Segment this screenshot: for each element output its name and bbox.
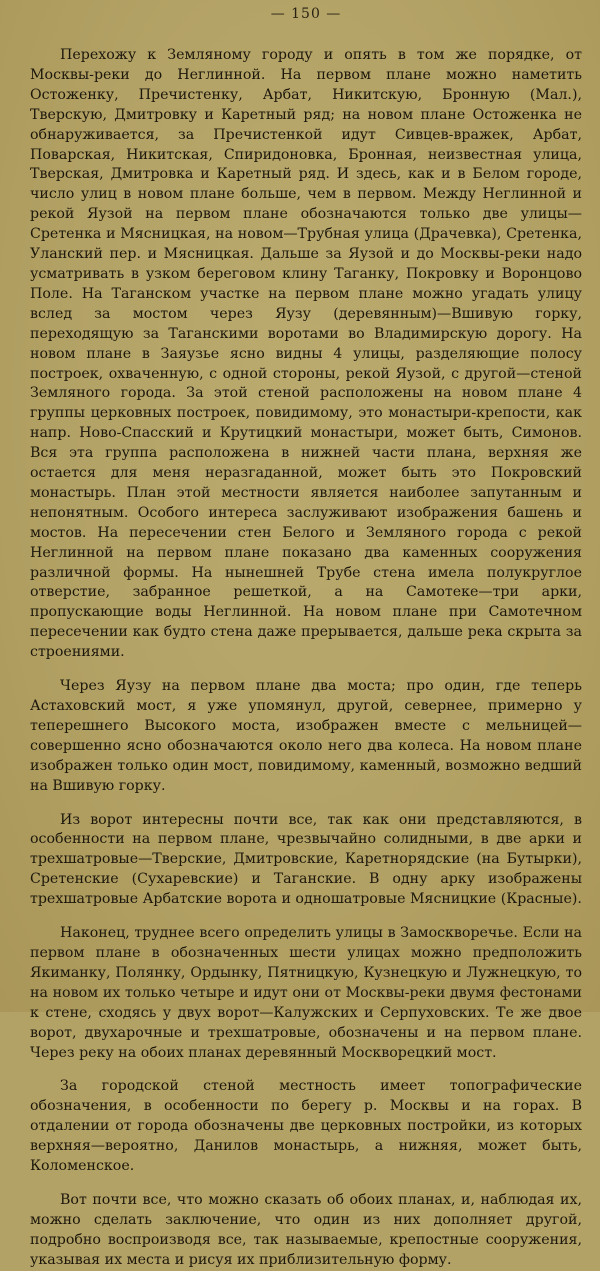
page-number: — 150 —	[270, 6, 342, 22]
paragraph-zamoskvorechye: Наконец, труднее всего определить улицы в Замоскворечье. Если на первом плане в обозначенных шести улицах можно предположить Якиманку, Полянку, Ордынку, Пятницкую, Кузнецкую и Лужнецкую, то на новом их только четыре и идут они от Москвы-реки двумя фестонами к стене, сходясь у двух ворот—Калужских и Серпуховских. Те же двое ворот, двухарочные и трехшатровые, обозначены и на первом плане. Через реку на обоих планах деревянный Москворецкий мост.	[30, 925, 582, 1061]
paragraph-outside-wall: За городской стеной местность имеет топографические обозначения, в особенности по берегу р. Москвы и на горах. В отдалении от города обозначены две церковных постройки, из которых верхняя—вероятно, Данилов монастырь, а нижняя, может быть, Коломенское.	[30, 1078, 582, 1175]
paragraph-yauza-bridges: Через Яузу на первом плане два моста; про один, где теперь Астаховский мост, я уже упомянул, другой, севернее, примерно у теперешнего Высокого моста, изображен вместе с мельницей—совершенно ясно обозначаются около него два колеса. На новом плане изображен только один мост, повидимому, каменный, возможно ведший на Вшивую горку.	[30, 678, 582, 794]
paragraph-zemlyanoy-gorod: Перехожу к Земляному городу и опять в том же порядке, от Москвы-реки до Неглинной. На первом плане можно наметить Остоженку, Пречистенку, Арбат, Никитскую, Бронную (Мал.), Тверскую, Дмитровку и Каретный ряд; на новом плане Остоженка не обнаруживается, за Пречистенкой идут Сивцев-вражек, Арбат, Поварская, Никитская, Спиридоновка, Бронная, неизвестная улица, Тверская, Дмитровка и Каретный ряд. И здесь, как и в Белом городе, число улиц в новом плане больше, чем в первом. Между Неглинной и рекой Яузой на первом плане обозначаются только две улицы—Сретенка и Мясницкая, на новом—Трубная улица (Драчевка), Сретенка, Уланский пер. и Мясницкая. Дальше за Яузой и до Москвы-реки надо усматривать в узком береговом клину Таганку, Покровку и Воронцово Поле. На Таганском участке на первом плане можно угадать улицу вслед за мостом через Яузу (деревянным)—Вшивую горку, переходящую за Таганскими воротами во Владимирскую дорогу. На новом плане в Заяузье ясно видны 4 улицы, разделяющие полосу построек, охваченную, с одной стороны, рекой Яузой, с другой—стеной Земляного города. За этой стеной расположены на новом плане 4 группы церковных построек, повидимому, это монастыри-крепости, как напр. Ново-Спасский и Крутицкий монастыри, может быть, Симонов. Вся эта группа расположена в нижней части плана, верхняя же остается для меня неразгаданной, может быть это Покровский монастырь. План этой местности является наиболее запутанным и непонятным. Особого интереса заслуживают изображения башень и мостов. На пересечении стен Белого и Земляного города с рекой Неглинной на первом плане показано два каменных сооружения различной формы. На нынешней Трубе стена имела полукруглое отверстие, забранное решеткой, а на Самотеке—три арки, пропускающие воды Неглинной. На новом плане при Самотечном пересечении как будто стена даже прерывается, дальше река скрыта за строениями.	[30, 47, 582, 661]
paragraph-conclusion: Вот почти все, что можно сказать об обоих планах, и, наблюдая их, можно сделать заключение, что один из них дополняет другой, подробно воспроизводя все, так называемые, крепостные сооружения, указывая их места и рисуя их приблизительную форму.	[30, 1191, 582, 1268]
page-body	[30, 46, 582, 1271]
paragraph-gates: Из ворот интересны почти все, так как они представляются, в особенности на первом плане, чрезвычайно солидными, в две арки и трехшатровые—Тверские, Дмитровские, Каретнорядские (на Бутырки), Сретенские (Сухаревские) и Таганские. В одну арку изображены трехшатровые Арбатские ворота и одношатровые Мясницкие (Красные).	[30, 811, 582, 908]
